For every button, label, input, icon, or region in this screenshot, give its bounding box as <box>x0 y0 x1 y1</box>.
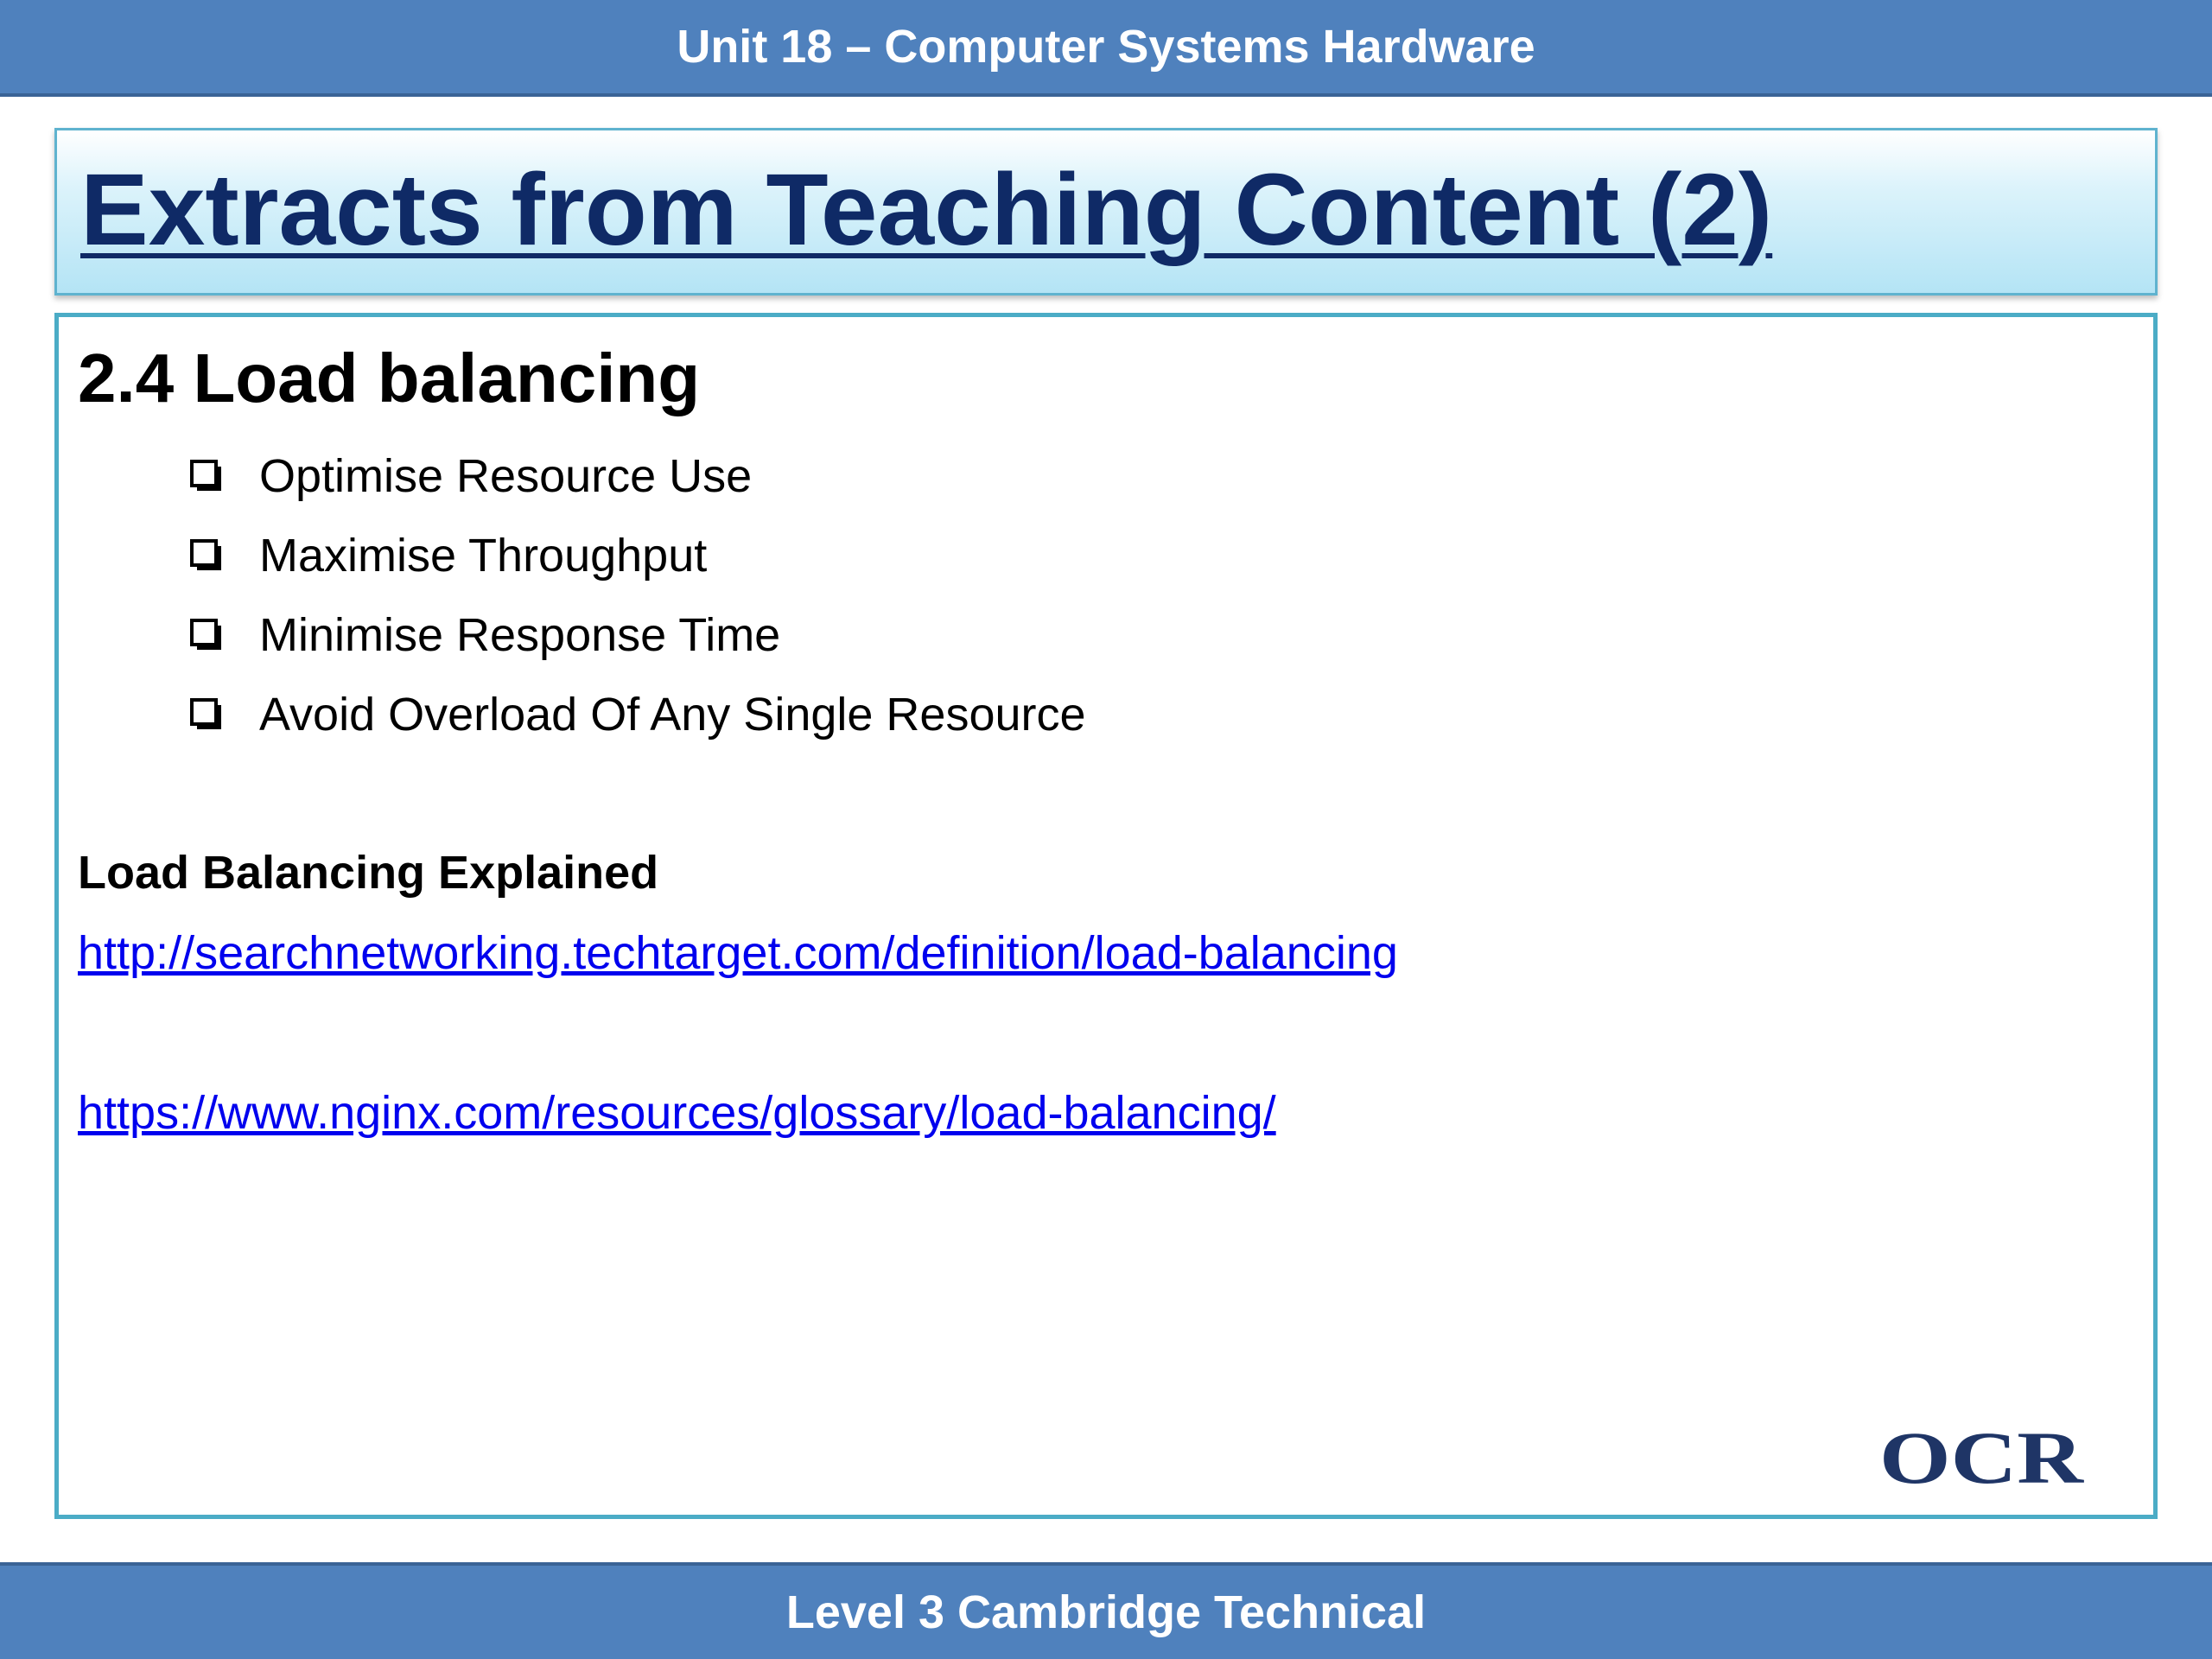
ocr-logo <box>1879 1424 2087 1493</box>
footer-text: Level 3 Cambridge Technical <box>785 1586 1427 1638</box>
checkbox-icon <box>190 460 223 493</box>
ocr-logo-text: OCR <box>1879 1424 2085 1493</box>
list-item <box>190 675 1086 754</box>
nginx-link[interactable]: https://www.nginx.com/resources/glossary/load-balancing/ <box>78 1087 1276 1139</box>
techtarget-link[interactable]: http://searchnetworking.techtarget.com/definition/load-balancing <box>78 927 1398 979</box>
list-item <box>190 516 1086 595</box>
list-item <box>190 595 1086 675</box>
bullet-text: Maximise Throughput <box>259 530 708 582</box>
unit-title: Unit 18 – Computer Systems Hardware <box>677 21 1535 73</box>
section-heading: 2.4 Load balancing <box>78 340 701 416</box>
bullet-text: Minimise Response Time <box>259 609 781 661</box>
bullet-text: Optimise Resource Use <box>259 450 753 502</box>
bullet-list <box>190 436 1086 754</box>
checkbox-icon <box>190 539 223 572</box>
list-item <box>190 436 1086 516</box>
resources-heading: Load Balancing Explained <box>78 847 659 899</box>
checkbox-icon <box>190 619 223 652</box>
title-box <box>54 128 2158 296</box>
page-title: Extracts from Teaching Content (2) <box>80 153 1773 267</box>
footer-bar <box>0 1562 2212 1659</box>
header-bar <box>0 0 2212 97</box>
checkbox-icon <box>190 698 223 731</box>
bullet-text: Avoid Overload Of Any Single Resource <box>259 689 1086 741</box>
